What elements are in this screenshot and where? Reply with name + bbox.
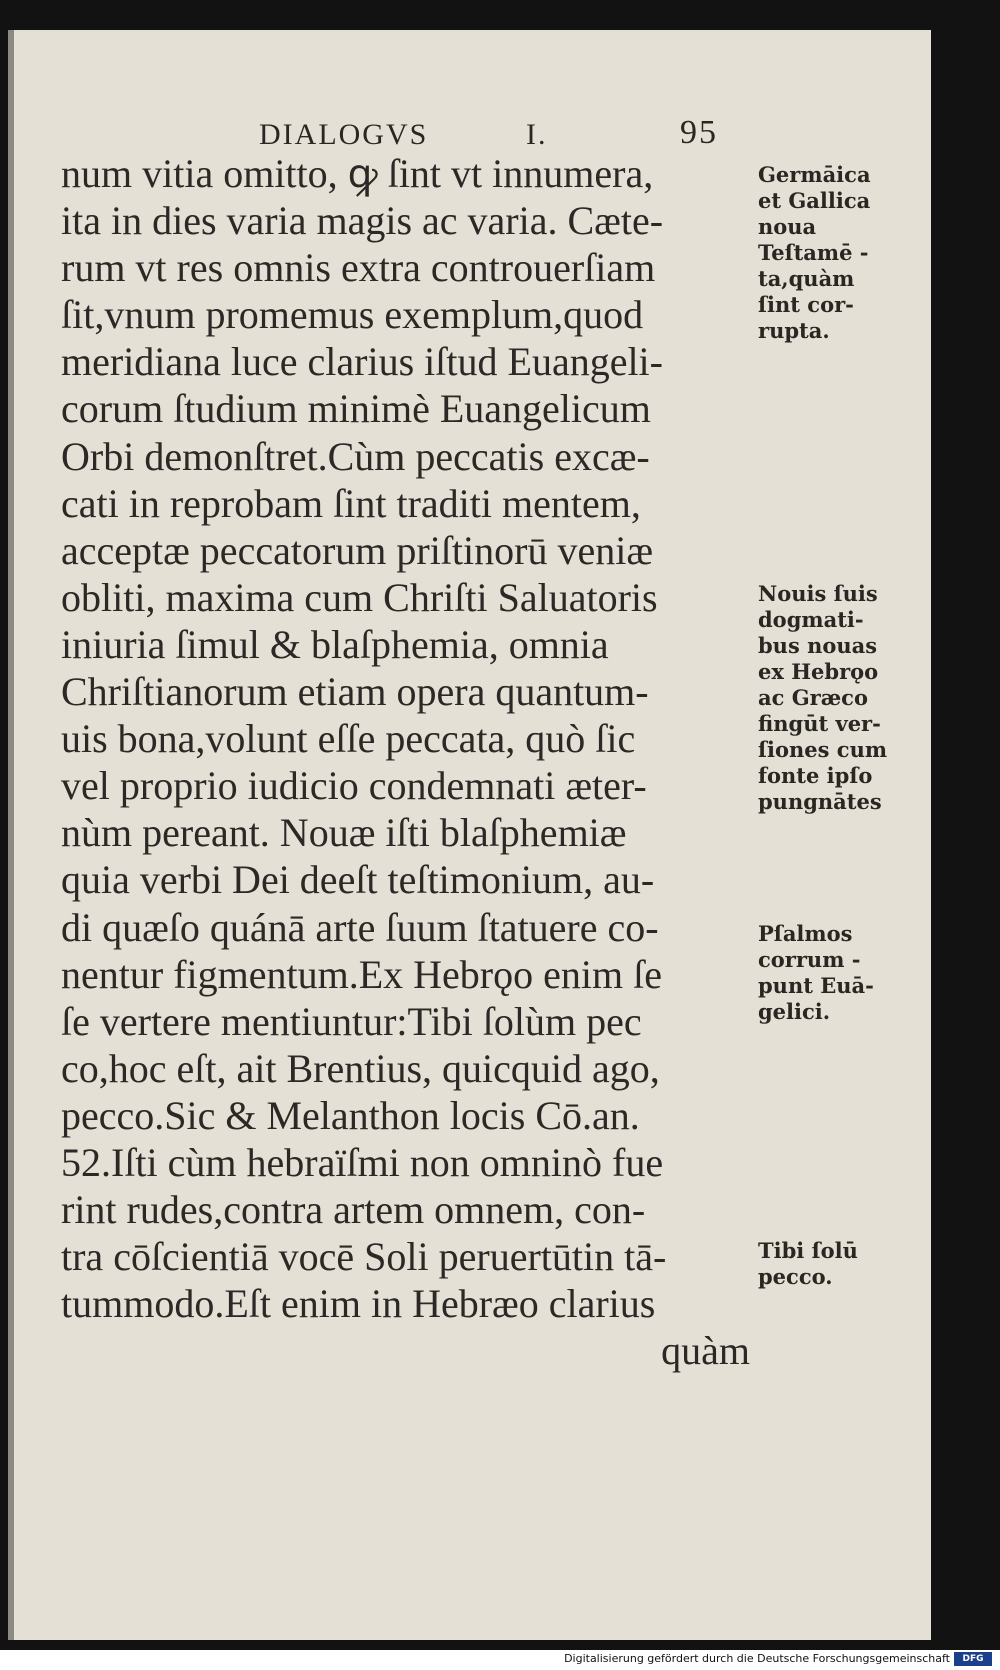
text-line: quia verbi Dei deeſt teſtimonium, au-: [61, 857, 655, 903]
margin-note-line: fonte ipſo: [758, 763, 873, 788]
text-line: nentur figmentum.Ex Hebrǫo enim ſe: [61, 951, 662, 997]
text-line: ita in dies varia magis ac varia. Cæte-: [61, 198, 664, 244]
page-number: 95: [680, 114, 718, 151]
catchword: quàm: [661, 1328, 750, 1374]
margin-note-1: [758, 162, 871, 344]
text-line: iniuria ſimul & blaſphemia, omnia: [61, 621, 609, 667]
margin-note-line: rupta.: [758, 318, 830, 343]
text-line: cati in reprobam ſint traditi mentem,: [61, 480, 641, 526]
header-chapter: I.: [526, 118, 548, 151]
main-text-block: [61, 150, 761, 1374]
margin-note-line: pungnātes: [758, 789, 882, 814]
margin-note-2: [758, 581, 887, 815]
text-line: ſe vertere mentiuntur:Tibi ſolùm pec: [61, 998, 642, 1044]
margin-note-line: Nouis ſuis: [758, 581, 878, 606]
margin-note-line: punt Euā-: [758, 973, 874, 998]
margin-note-line: Teſtamē -: [758, 240, 869, 265]
margin-note-line: ex Hebrǫo: [758, 659, 879, 684]
text-line: Orbi demonſtret.Cùm peccatis excæ-: [61, 433, 650, 479]
text-line: 52.Iſti cùm hebraïſmi non omninò fue: [61, 1139, 664, 1185]
margin-note-line: Tibi ſolū: [758, 1238, 858, 1263]
margin-note-line: corrum -: [758, 947, 861, 972]
margin-note-line: bus nouas: [758, 633, 878, 658]
margin-note-line: dogmati-: [758, 607, 864, 632]
text-line: corum ſtudium minimè Euangelicum: [61, 386, 651, 432]
text-line: acceptæ peccatorum priſtinorū veniæ: [61, 527, 654, 573]
text-line: meridiana luce clarius iſtud Euangeli-: [61, 339, 663, 385]
margin-note-line: Pſalmos: [758, 921, 853, 946]
text-line: tra cōſcientiā vocē Soli peruertūtin tā-: [61, 1234, 667, 1280]
text-line: obliti, maxima cum Chriſti Saluatoris: [61, 574, 658, 620]
margin-note-line: fingūt ver-: [758, 711, 881, 736]
text-line: co,hoc eſt, ait Brentius, quicquid ago,: [61, 1045, 660, 1091]
margin-note-line: noua: [758, 214, 817, 239]
margin-note-4: [758, 1238, 858, 1290]
text-line: di quæſo quánā arte ſuum ſtatuere co-: [61, 904, 659, 950]
margin-note-line: gelici.: [758, 999, 831, 1024]
header-title: DIALOGVS: [259, 118, 429, 151]
text-line: rint rudes,contra artem omnem, con-: [61, 1187, 646, 1233]
book-page: [8, 30, 931, 1640]
text-line: tummodo.Eſt enim in Hebræo clarius: [61, 1281, 656, 1327]
margin-note-line: ſint cor-: [758, 292, 854, 317]
text-line: uis bona,volunt eſſe peccata, quò ſic: [61, 716, 636, 762]
margin-note-line: Germāica: [758, 162, 871, 187]
text-line: rum vt res omnis extra controuerſiam: [61, 245, 656, 291]
text-line: nùm pereant. Nouæ iſti blaſphemiæ: [61, 810, 627, 856]
margin-note-3: [758, 921, 874, 1025]
margin-note-line: pecco.: [758, 1264, 833, 1289]
margin-note-line: ſiones cum: [758, 737, 888, 762]
text-line: num vitia omitto, ꝙ ſint vt innumera,: [61, 151, 654, 196]
dfg-logo: DFG: [954, 1652, 992, 1666]
margin-note-line: et Gallica: [758, 188, 871, 213]
text-line: ſit,vnum promemus exemplum,quod: [61, 292, 644, 338]
text-line: pecco.Sic & Melanthon locis Cō.an.: [61, 1092, 640, 1138]
margin-note-line: ac Græco: [758, 685, 868, 710]
text-line: vel proprio iudicio condemnati æter-: [61, 763, 647, 809]
digitization-footer: [0, 1650, 1000, 1670]
footer-credit: Digitalisierung gefördert durch die Deutsche Forschungsgemeinschaft: [564, 1652, 950, 1665]
margin-note-line: ta,quàm: [758, 266, 855, 291]
text-line: Chriſtianorum etiam opera quantum-: [61, 669, 649, 715]
